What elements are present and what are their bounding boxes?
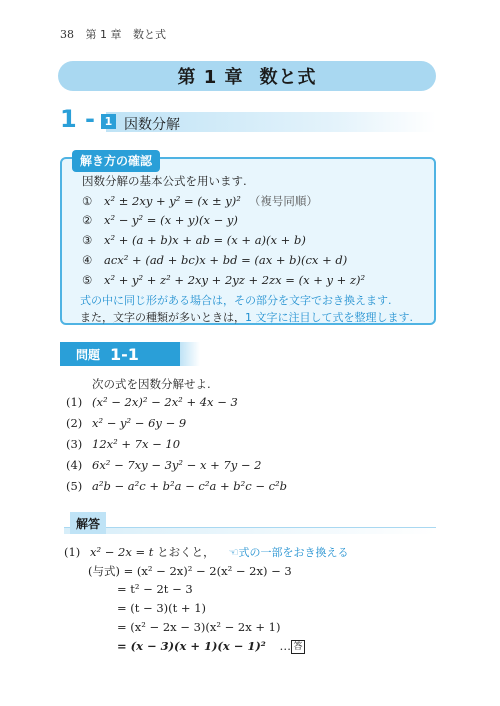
answer-mark-icon: 答 [291,640,305,654]
formula-2 [82,213,238,227]
formula-1 [82,193,318,209]
formula-number: ④ [82,253,93,267]
answer-tab: 解答 [70,512,106,534]
answer-number: (1) [64,545,81,559]
problem-number: 1-1 [110,344,139,364]
running-topic: 数と式 [133,28,166,41]
formula-text: x² + (a + b)x + ab = (x + a)(x + b) [104,233,306,247]
formula-4 [82,253,347,267]
formula-number: ② [82,213,93,227]
formula-text: x² − y² = (x + y)(x − y) [104,213,238,227]
section-sub-number: 1 [101,114,116,129]
problem-item [66,458,262,472]
tip-2-prefix: また，文字の種類が多いときは， [80,311,245,324]
formula-text: acx² + (ad + bc)x + bd = (ax + b)(cx + d) [104,253,348,267]
solution-step: = (t − 3)(t + 1) [117,601,207,615]
problem-item-expr: (x² − 2x)² − 2x² + 4x − 3 [92,395,238,409]
method-tip-2 [80,309,413,325]
problem-item [66,437,180,451]
problem-item [66,395,238,409]
solution-step: (与式) = (x² − 2x)² − 2(x² − 2x) − 3 [88,564,292,578]
problem-item-expr: 12x² + 7x − 10 [92,437,181,451]
running-chapter: 第 1 章 [85,28,122,41]
section-heading [60,105,440,133]
problem-item-number: (5) [66,479,83,493]
problem-item-expr: x² − y² − 6y − 9 [92,416,187,430]
section-title: 因数分解 [124,117,180,133]
method-label: 解き方の確認 [72,150,160,172]
answer-first-line [64,544,348,560]
chapter-title: 数と式 [259,67,317,88]
chapter-banner [58,61,436,91]
formula-note: （複号同順） [248,194,318,208]
formula-text: x² ± 2xy + y² = (x ± y)² [104,194,241,208]
problem-item [66,416,186,430]
page-number: 38 [60,28,74,41]
formula-number: ⑤ [82,273,93,287]
hint-text: ☜式の一部をおき換える [228,546,349,559]
section-number: 1 - [60,105,96,133]
method-intro: 因数分解の基本公式を用います. [82,174,247,188]
solution-step: = t² − 2t − 3 [117,582,193,596]
problem-item [66,479,287,493]
formula-number: ① [82,194,93,208]
formula-number: ③ [82,233,93,247]
problem-intro: 次の式を因数分解せよ. [92,377,211,391]
problem-item-number: (4) [66,458,83,472]
problem-label: 問題 [76,347,101,362]
substitution-text: とおくと， [157,545,215,559]
method-box [60,154,436,325]
final-answer: = (x − 3)(x + 1)(x − 1)² [117,639,266,653]
problem-item-expr: a²b − a²c + b²a − c²a + b²c − c²b [92,479,288,493]
tip-2-highlight: 1 文字に注目して式を整理します. [245,311,413,324]
problem-item-number: (3) [66,437,83,451]
method-tip-1: 式の中に同じ形がある場合は，その部分を文字でおき換えます. [80,294,392,307]
substitution: x² − 2x = t [90,545,154,559]
chapter-label: 第 1 章 [177,67,244,88]
solution-step: = (x² − 2x − 3)(x² − 2x + 1) [117,620,281,634]
answer-rule [64,527,436,534]
solution-final [117,639,305,654]
formula-text: x² + y² + z² + 2xy + 2yz + 2zx = (x + y + z)² [104,273,366,287]
formula-5 [82,273,365,287]
running-head [60,26,174,42]
problem-item-expr: 6x² − 7xy − 3y² − x + 7y − 2 [92,458,262,472]
ellipsis: … [279,639,291,653]
problem-item-number: (1) [66,395,83,409]
problem-tab [60,342,180,366]
formula-3 [82,233,306,247]
problem-item-number: (2) [66,416,83,430]
